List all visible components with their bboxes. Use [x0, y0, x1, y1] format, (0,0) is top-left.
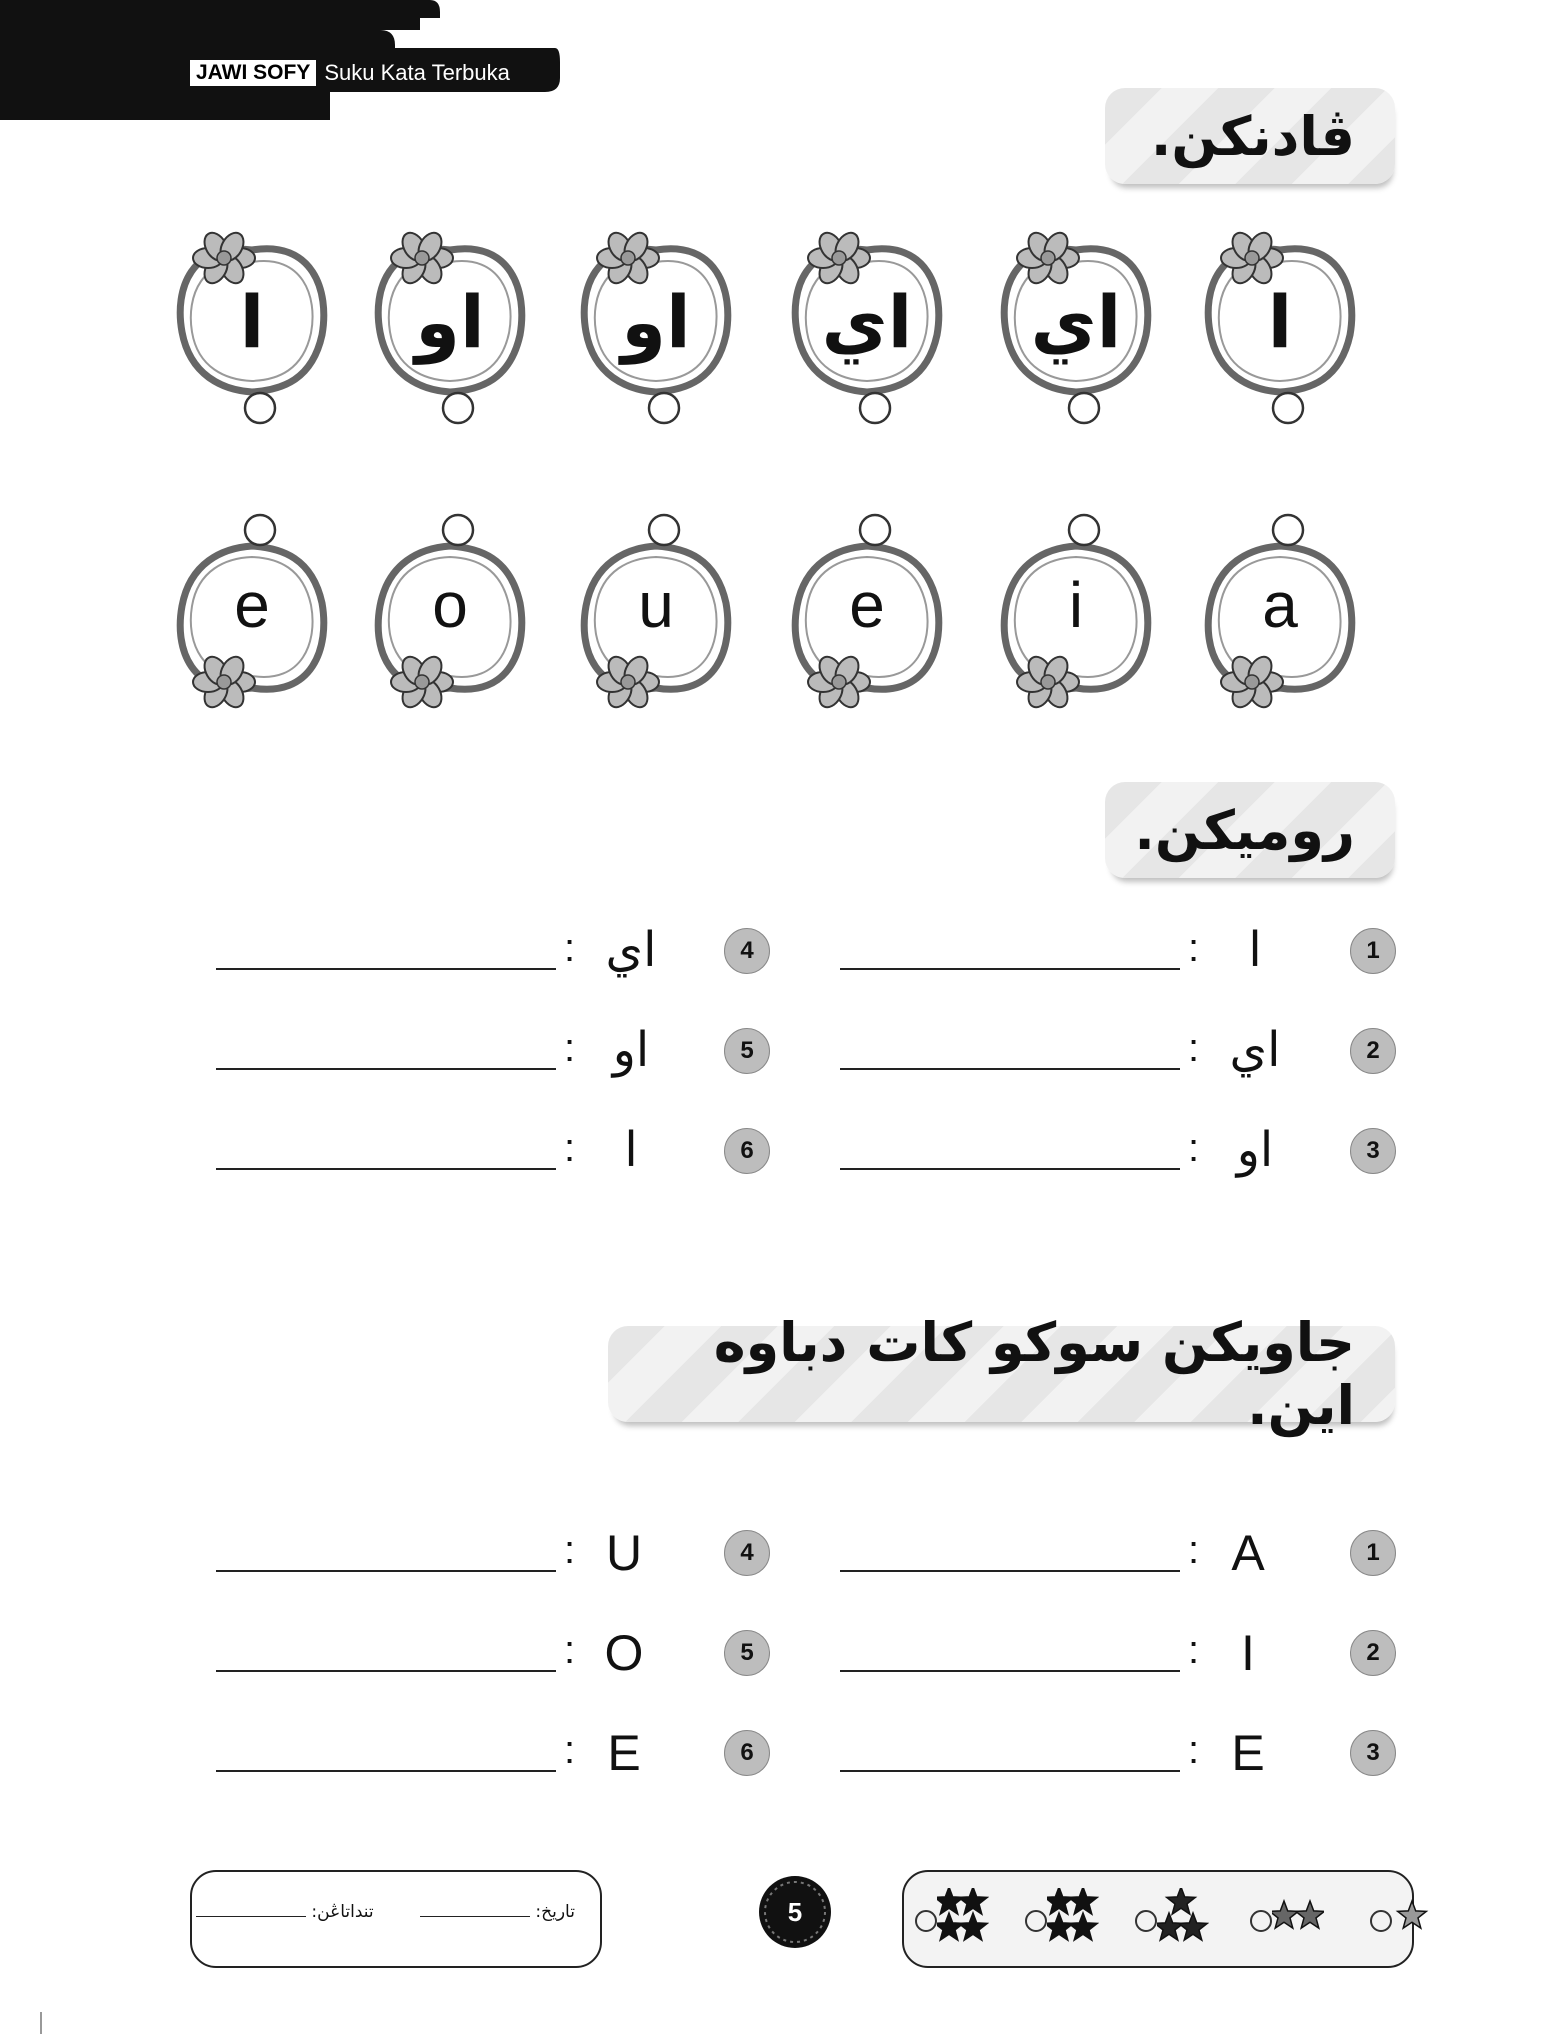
item-number: 3 — [1350, 1128, 1396, 1174]
answer-line[interactable] — [840, 1068, 1180, 1070]
colon: : — [564, 1628, 576, 1672]
date-line[interactable] — [420, 1916, 530, 1917]
instruction-1: ڤادنكن. — [1150, 104, 1355, 168]
question-syllable: او — [612, 1022, 650, 1078]
rating-checkbox[interactable] — [1025, 1910, 1047, 1932]
answer-line[interactable] — [216, 1570, 556, 1572]
exercise-row — [840, 1522, 1400, 1582]
latin-syllable: e — [234, 569, 270, 641]
latin-berry — [1200, 508, 1360, 718]
exercise-row — [840, 1722, 1400, 1782]
exercise-row — [216, 1622, 776, 1682]
latin-syllable: a — [1262, 569, 1298, 641]
crop-mark — [40, 2012, 42, 2034]
item-number: 4 — [724, 1530, 770, 1576]
colon: : — [564, 1026, 576, 1070]
item-number: 6 — [724, 1128, 770, 1174]
latin-berry — [370, 508, 530, 718]
star-icon — [1167, 1888, 1196, 1914]
star-icon — [1047, 1913, 1073, 1940]
stars-icon — [1047, 1888, 1099, 1946]
item-number: 4 — [724, 928, 770, 974]
latin-syllable: e — [849, 569, 885, 641]
jawi-berry — [576, 220, 736, 430]
question-syllable: اي — [1229, 1022, 1281, 1078]
question-syllable: او — [1236, 1122, 1274, 1178]
page-number: 5 — [787, 1896, 803, 1927]
colon: : — [1188, 926, 1200, 970]
date-label — [420, 1902, 575, 1922]
latin-berry — [787, 508, 947, 718]
question-syllable: I — [1241, 1625, 1255, 1681]
question-syllable: ا — [624, 1122, 638, 1178]
latin-syllable: u — [638, 569, 674, 641]
star-icon — [1047, 1888, 1073, 1914]
jawi-syllable: او — [415, 280, 485, 364]
answer-line[interactable] — [216, 1068, 556, 1070]
stars-icon — [1392, 1888, 1444, 1946]
instruction-banner-3 — [608, 1311, 1395, 1437]
star-icon — [1069, 1888, 1098, 1914]
item-number: 3 — [1350, 1730, 1396, 1776]
signature-label-text: تنداتاڠن: — [311, 1902, 374, 1922]
latin-berry — [172, 508, 332, 718]
exercise-row — [840, 1120, 1400, 1180]
rating-checkbox[interactable] — [915, 1910, 937, 1932]
item-number: 5 — [724, 1028, 770, 1074]
jawi-syllable: او — [621, 280, 691, 364]
header-tag — [190, 58, 510, 88]
question-syllable: E — [1231, 1725, 1265, 1781]
lesson-subtitle: Suku Kata Terbuka — [324, 60, 510, 85]
exercise-row — [216, 1120, 776, 1180]
instruction-banner-2 — [1105, 782, 1395, 878]
exercise-row — [840, 1020, 1400, 1080]
jawi-syllable: ا — [1267, 280, 1293, 364]
star-icon — [1179, 1913, 1208, 1940]
star-icon — [959, 1888, 988, 1914]
instruction-2: روميكن. — [1134, 798, 1355, 862]
question-syllable: A — [1231, 1525, 1265, 1581]
star-icon — [1272, 1901, 1298, 1928]
stars-icon — [937, 1888, 989, 1946]
jawi-berry — [1200, 220, 1360, 430]
star-icon — [1398, 1901, 1427, 1928]
series-title: JAWI SOFY — [190, 60, 316, 86]
latin-syllable: o — [432, 569, 468, 641]
question-syllable: U — [605, 1525, 643, 1581]
colon: : — [564, 1728, 576, 1772]
item-number: 2 — [1350, 1630, 1396, 1676]
exercise-row — [840, 1622, 1400, 1682]
exercise-row — [216, 920, 776, 980]
answer-line[interactable] — [216, 1670, 556, 1672]
answer-line[interactable] — [840, 1770, 1180, 1772]
jawi-berry — [370, 220, 530, 430]
jawi-berry — [172, 220, 332, 430]
rating-checkbox[interactable] — [1250, 1910, 1272, 1932]
instruction-banner-1 — [1105, 88, 1395, 184]
answer-line[interactable] — [840, 1168, 1180, 1170]
star-icon — [1069, 1913, 1098, 1940]
star-icon — [959, 1913, 988, 1940]
exercise-row — [216, 1020, 776, 1080]
jawi-syllable: ا — [239, 280, 265, 364]
star-icon — [1157, 1913, 1183, 1940]
exercise-row — [216, 1722, 776, 1782]
colon: : — [1188, 1126, 1200, 1170]
item-number: 1 — [1350, 1530, 1396, 1576]
item-number: 6 — [724, 1730, 770, 1776]
jawi-berry — [787, 220, 947, 430]
answer-line[interactable] — [840, 968, 1180, 970]
signature-line[interactable] — [196, 1916, 306, 1917]
colon: : — [564, 1528, 576, 1572]
answer-line[interactable] — [840, 1670, 1180, 1672]
answer-line[interactable] — [216, 1168, 556, 1170]
instruction-3: جاويكن سوكو كات دباوه اين. — [713, 1311, 1355, 1437]
colon: : — [1188, 1728, 1200, 1772]
rating-checkbox[interactable] — [1370, 1910, 1392, 1932]
question-syllable: اي — [605, 922, 657, 978]
item-number: 1 — [1350, 928, 1396, 974]
star-icon — [937, 1913, 963, 1940]
question-syllable: O — [604, 1625, 644, 1681]
colon: : — [564, 1126, 576, 1170]
answer-line[interactable] — [840, 1570, 1180, 1572]
answer-line[interactable] — [216, 1770, 556, 1772]
latin-berry — [996, 508, 1156, 718]
colon: : — [1188, 1628, 1200, 1672]
rating-checkbox[interactable] — [1135, 1910, 1157, 1932]
question-syllable: E — [607, 1725, 641, 1781]
item-number: 2 — [1350, 1028, 1396, 1074]
jawi-syllable: اي — [1030, 280, 1122, 364]
item-number: 5 — [724, 1630, 770, 1676]
answer-line[interactable] — [216, 968, 556, 970]
star-icon — [1296, 1901, 1324, 1928]
colon: : — [1188, 1026, 1200, 1070]
jawi-berry — [996, 220, 1156, 430]
latin-syllable: i — [1068, 569, 1084, 641]
star-icon — [937, 1888, 963, 1914]
stars-icon — [1272, 1888, 1324, 1946]
colon: : — [1188, 1528, 1200, 1572]
exercise-row — [216, 1522, 776, 1582]
question-syllable: ا — [1248, 922, 1262, 978]
signature-label — [196, 1902, 374, 1922]
exercise-row — [840, 920, 1400, 980]
date-label-text: تاريخ: — [535, 1902, 575, 1922]
page-number-badge — [755, 1872, 835, 1952]
stars-icon — [1157, 1888, 1209, 1946]
latin-berry — [576, 508, 736, 718]
colon: : — [564, 926, 576, 970]
jawi-syllable: اي — [821, 280, 913, 364]
